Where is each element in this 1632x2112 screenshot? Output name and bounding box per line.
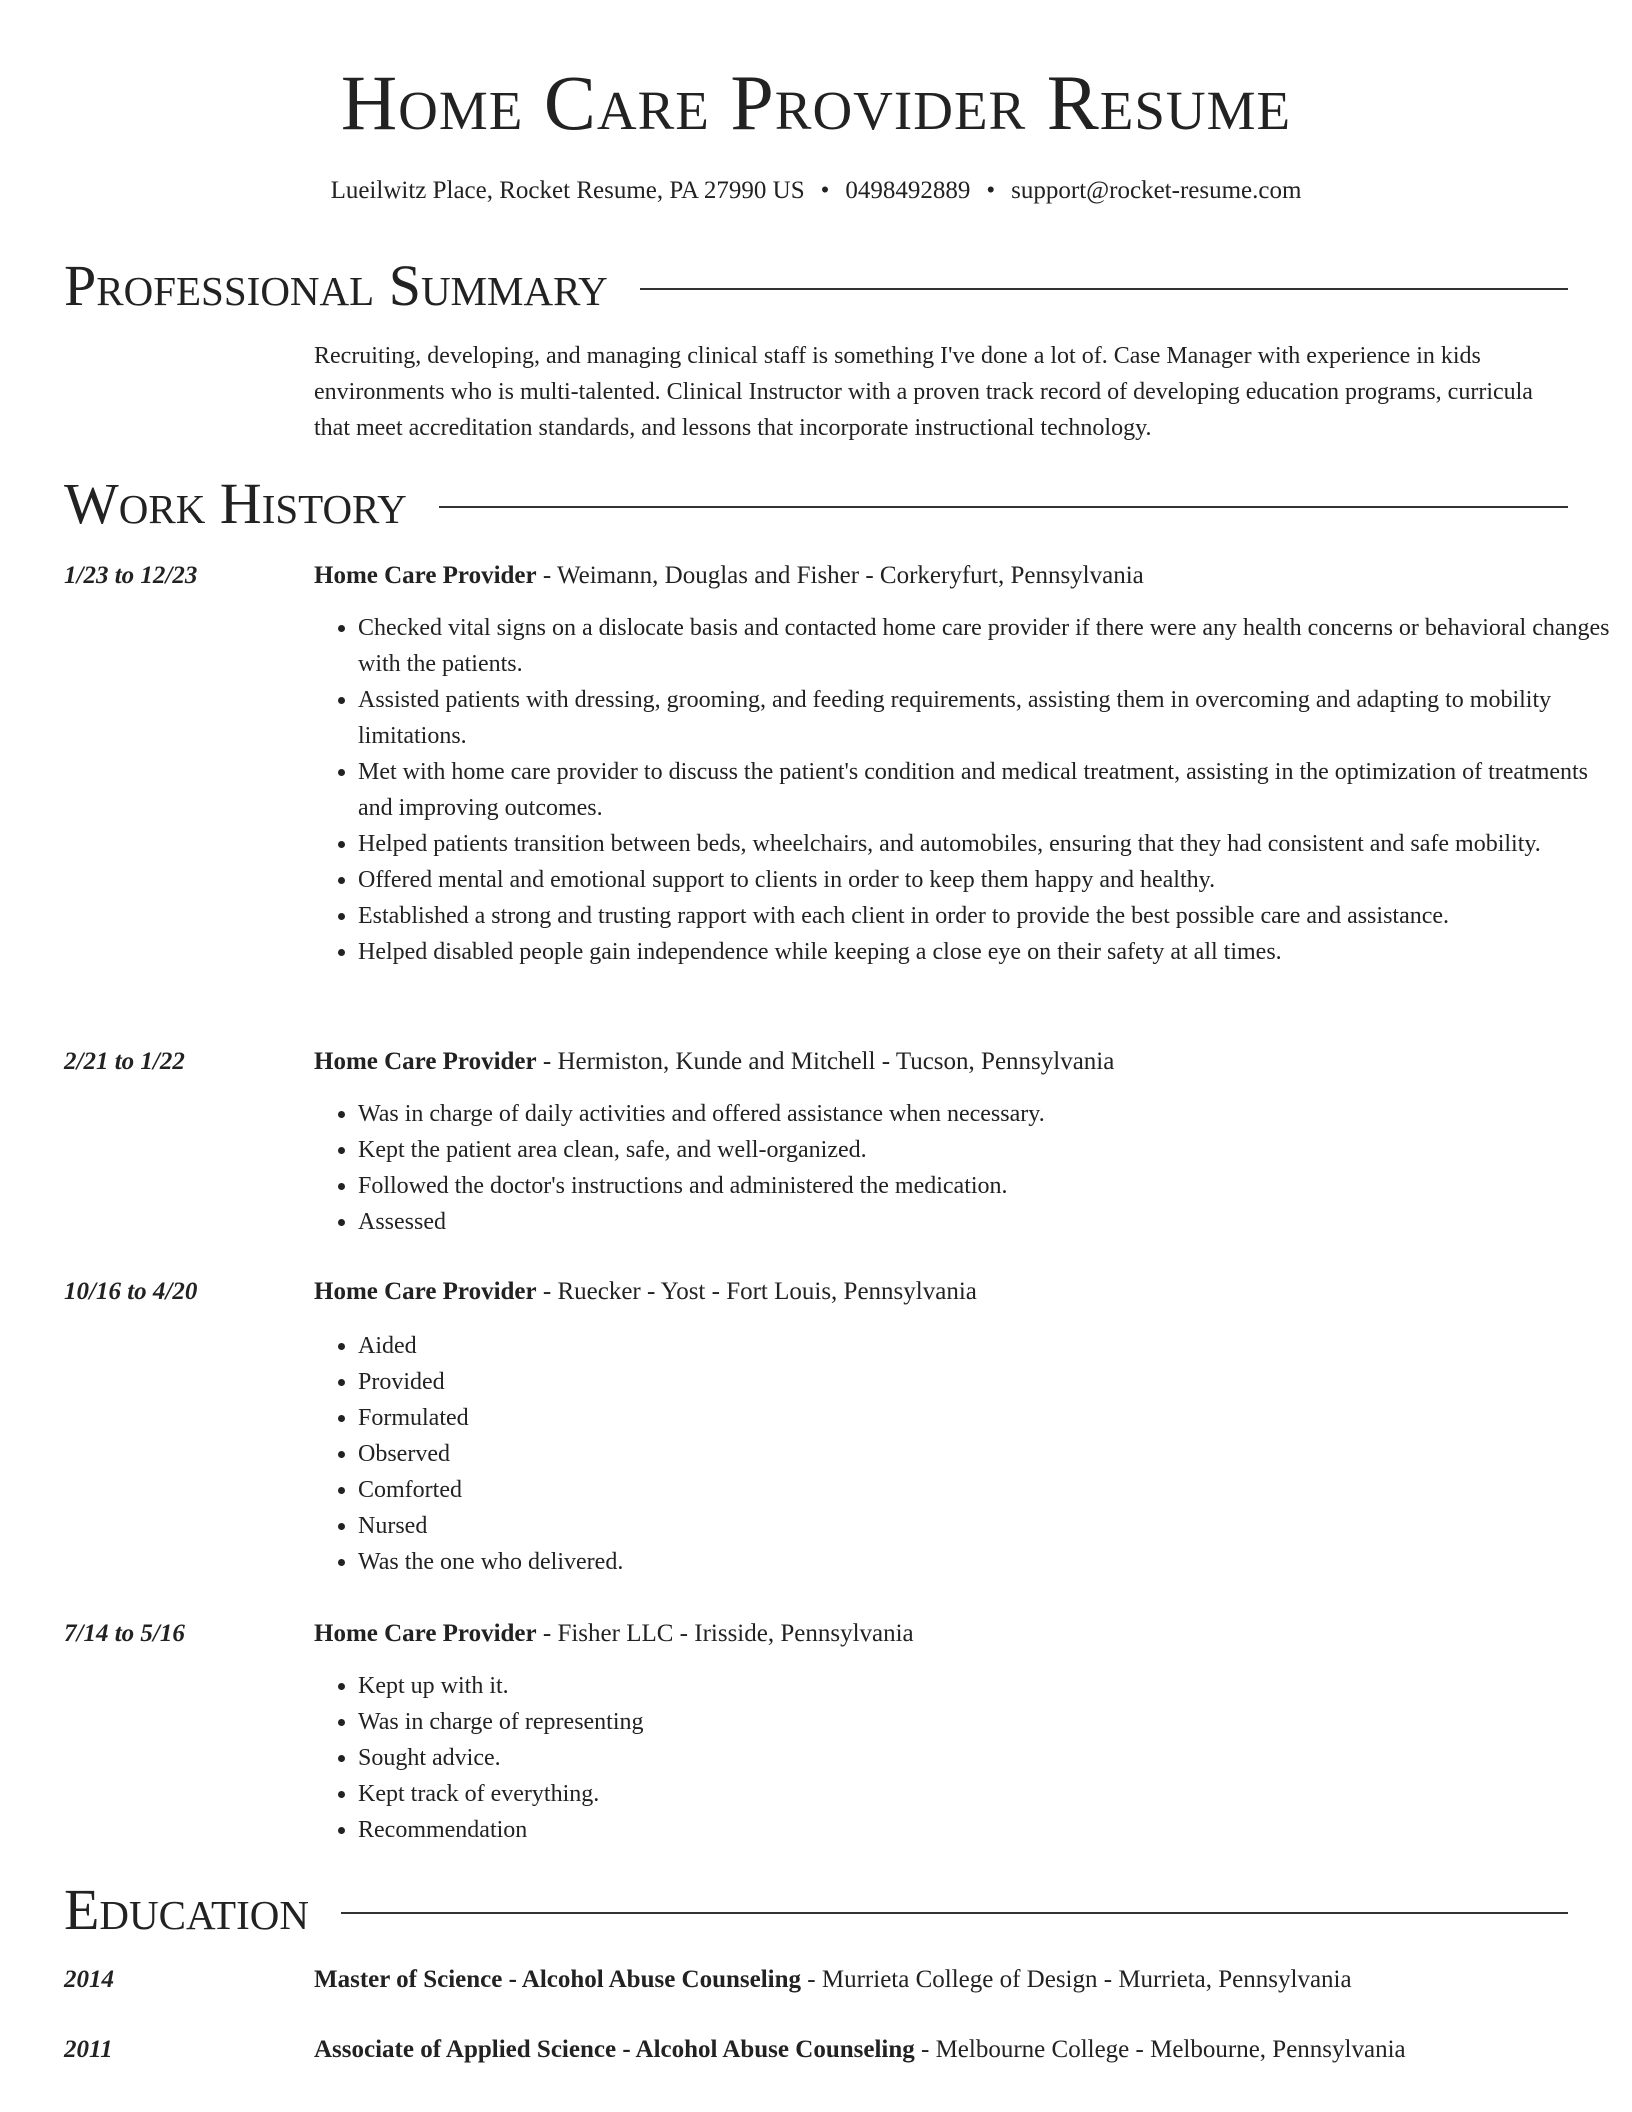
list-item: • Was in charge of daily activities and offered assistance when necessary. — [358, 1096, 1612, 1132]
list-item: • Observed — [358, 1436, 1612, 1472]
education-year: 2011 — [64, 2036, 113, 2063]
education-heading-line — [314, 1962, 1352, 1998]
list-item: • Followed the doctor's instructions and administered the medication. — [358, 1168, 1612, 1204]
summary-heading: Professional Summary — [64, 253, 608, 318]
list-item: • Kept the patient area clean, safe, and well-organized. — [358, 1132, 1612, 1168]
summary-text: Recruiting, developing, and managing clinical staff is something I've done a lot of. Case Manager with experience in kids environments who is multi-talented. Clinical Instructor with a proven track record of developing education programs, curricula that meet accreditation standards, and lessons that incorporate instructional technology. — [314, 343, 1533, 441]
section-divider — [439, 506, 1568, 508]
list-item: • Nursed — [358, 1508, 1612, 1544]
job-employer: - Weimann, Douglas and Fisher - Corkeryfurt, Pennsylvania — [536, 562, 1144, 589]
resume-title: Home Care Provider Resume — [340, 59, 1292, 146]
list-item: • Met with home care provider to discuss the patient's condition and medical treatment, assisting in the optimization of treatments and improving outcomes. — [358, 754, 1612, 826]
contact-address: Lueilwitz Place, Rocket Resume, PA 27990 US — [330, 177, 805, 204]
job-dates: 7/14 to 5/16 — [64, 1620, 185, 1647]
list-item: • Helped patients transition between beds, wheelchairs, and automobiles, ensuring that they had consistent and safe mobility. — [358, 826, 1612, 862]
list-item: • Sought advice. — [358, 1740, 1612, 1776]
education-degree: Master of Science - Alcohol Abuse Counseling — [314, 1966, 802, 1993]
section-divider — [341, 1912, 1568, 1914]
list-item: • Assessed — [358, 1204, 1612, 1240]
education-entry — [64, 2032, 1568, 2072]
job-heading — [314, 1274, 977, 1310]
education-year: 2014 — [64, 1966, 114, 1993]
education-school: - Melbourne College - Melbourne, Pennsylvania — [914, 2036, 1406, 2063]
list-item: • Was in charge of representing — [358, 1704, 1612, 1740]
job-bullets — [314, 1668, 1612, 1848]
contact-email: support@rocket-resume.com — [1011, 177, 1302, 204]
list-item: • Provided — [358, 1364, 1612, 1400]
education-heading: Education — [64, 1877, 309, 1942]
job-employer: - Fisher LLC - Irisside, Pennsylvania — [536, 1620, 914, 1647]
work-section-header — [64, 471, 1568, 536]
job-bullets — [314, 610, 1612, 970]
job-bullets — [314, 1328, 1612, 1580]
education-heading-line — [314, 2032, 1406, 2068]
contact-line — [0, 176, 1632, 206]
list-item: • Helped disabled people gain independence while keeping a close eye on their safety at all times. — [358, 934, 1612, 970]
job-heading — [314, 1616, 914, 1652]
contact-separator: • — [986, 177, 996, 204]
job-heading — [314, 1044, 1114, 1080]
contact-separator: • — [820, 177, 830, 204]
section-divider — [640, 288, 1568, 290]
education-school: - Murrieta College of Design - Murrieta, Pennsylvania — [801, 1966, 1352, 1993]
job-heading — [314, 558, 1144, 594]
list-item: • Offered mental and emotional support to clients in order to keep them happy and healthy. — [358, 862, 1612, 898]
list-item: • Aided — [358, 1328, 1612, 1364]
job-role: Home Care Provider — [314, 562, 537, 589]
job-dates: 10/16 to 4/20 — [64, 1278, 198, 1305]
job-role: Home Care Provider — [314, 1278, 537, 1305]
job-employer: - Ruecker - Yost - Fort Louis, Pennsylvania — [536, 1278, 977, 1305]
summary-section-header — [64, 253, 1568, 318]
list-item: • Checked vital signs on a dislocate basis and contacted home care provider if there were any health concerns or behavioral changes with the patients. — [358, 610, 1612, 682]
education-section-header — [64, 1877, 1568, 1942]
list-item: • Established a strong and trusting rapport with each client in order to provide the best possible care and assistance. — [358, 898, 1612, 934]
contact-phone: 0498492889 — [845, 177, 971, 204]
list-item: • Formulated — [358, 1400, 1612, 1436]
list-item: • Recommendation — [358, 1812, 1612, 1848]
job-role: Home Care Provider — [314, 1620, 537, 1647]
list-item: • Kept up with it. — [358, 1668, 1612, 1704]
work-heading: Work History — [64, 471, 407, 536]
job-role: Home Care Provider — [314, 1048, 537, 1075]
job-dates: 2/21 to 1/22 — [64, 1048, 185, 1075]
list-item: • Kept track of everything. — [358, 1776, 1612, 1812]
list-item: • Assisted patients with dressing, grooming, and feeding requirements, assisting them in overcoming and adapting to mobility limitations. — [358, 682, 1612, 754]
job-bullets — [314, 1096, 1612, 1240]
education-entry — [64, 1962, 1568, 2002]
list-item: • Was the one who delivered. — [358, 1544, 1612, 1580]
list-item: • Comforted — [358, 1472, 1612, 1508]
education-degree: Associate of Applied Science - Alcohol Abuse Counseling — [314, 2036, 915, 2063]
job-dates: 1/23 to 12/23 — [64, 562, 198, 589]
job-employer: - Hermiston, Kunde and Mitchell - Tucson, Pennsylvania — [536, 1048, 1115, 1075]
